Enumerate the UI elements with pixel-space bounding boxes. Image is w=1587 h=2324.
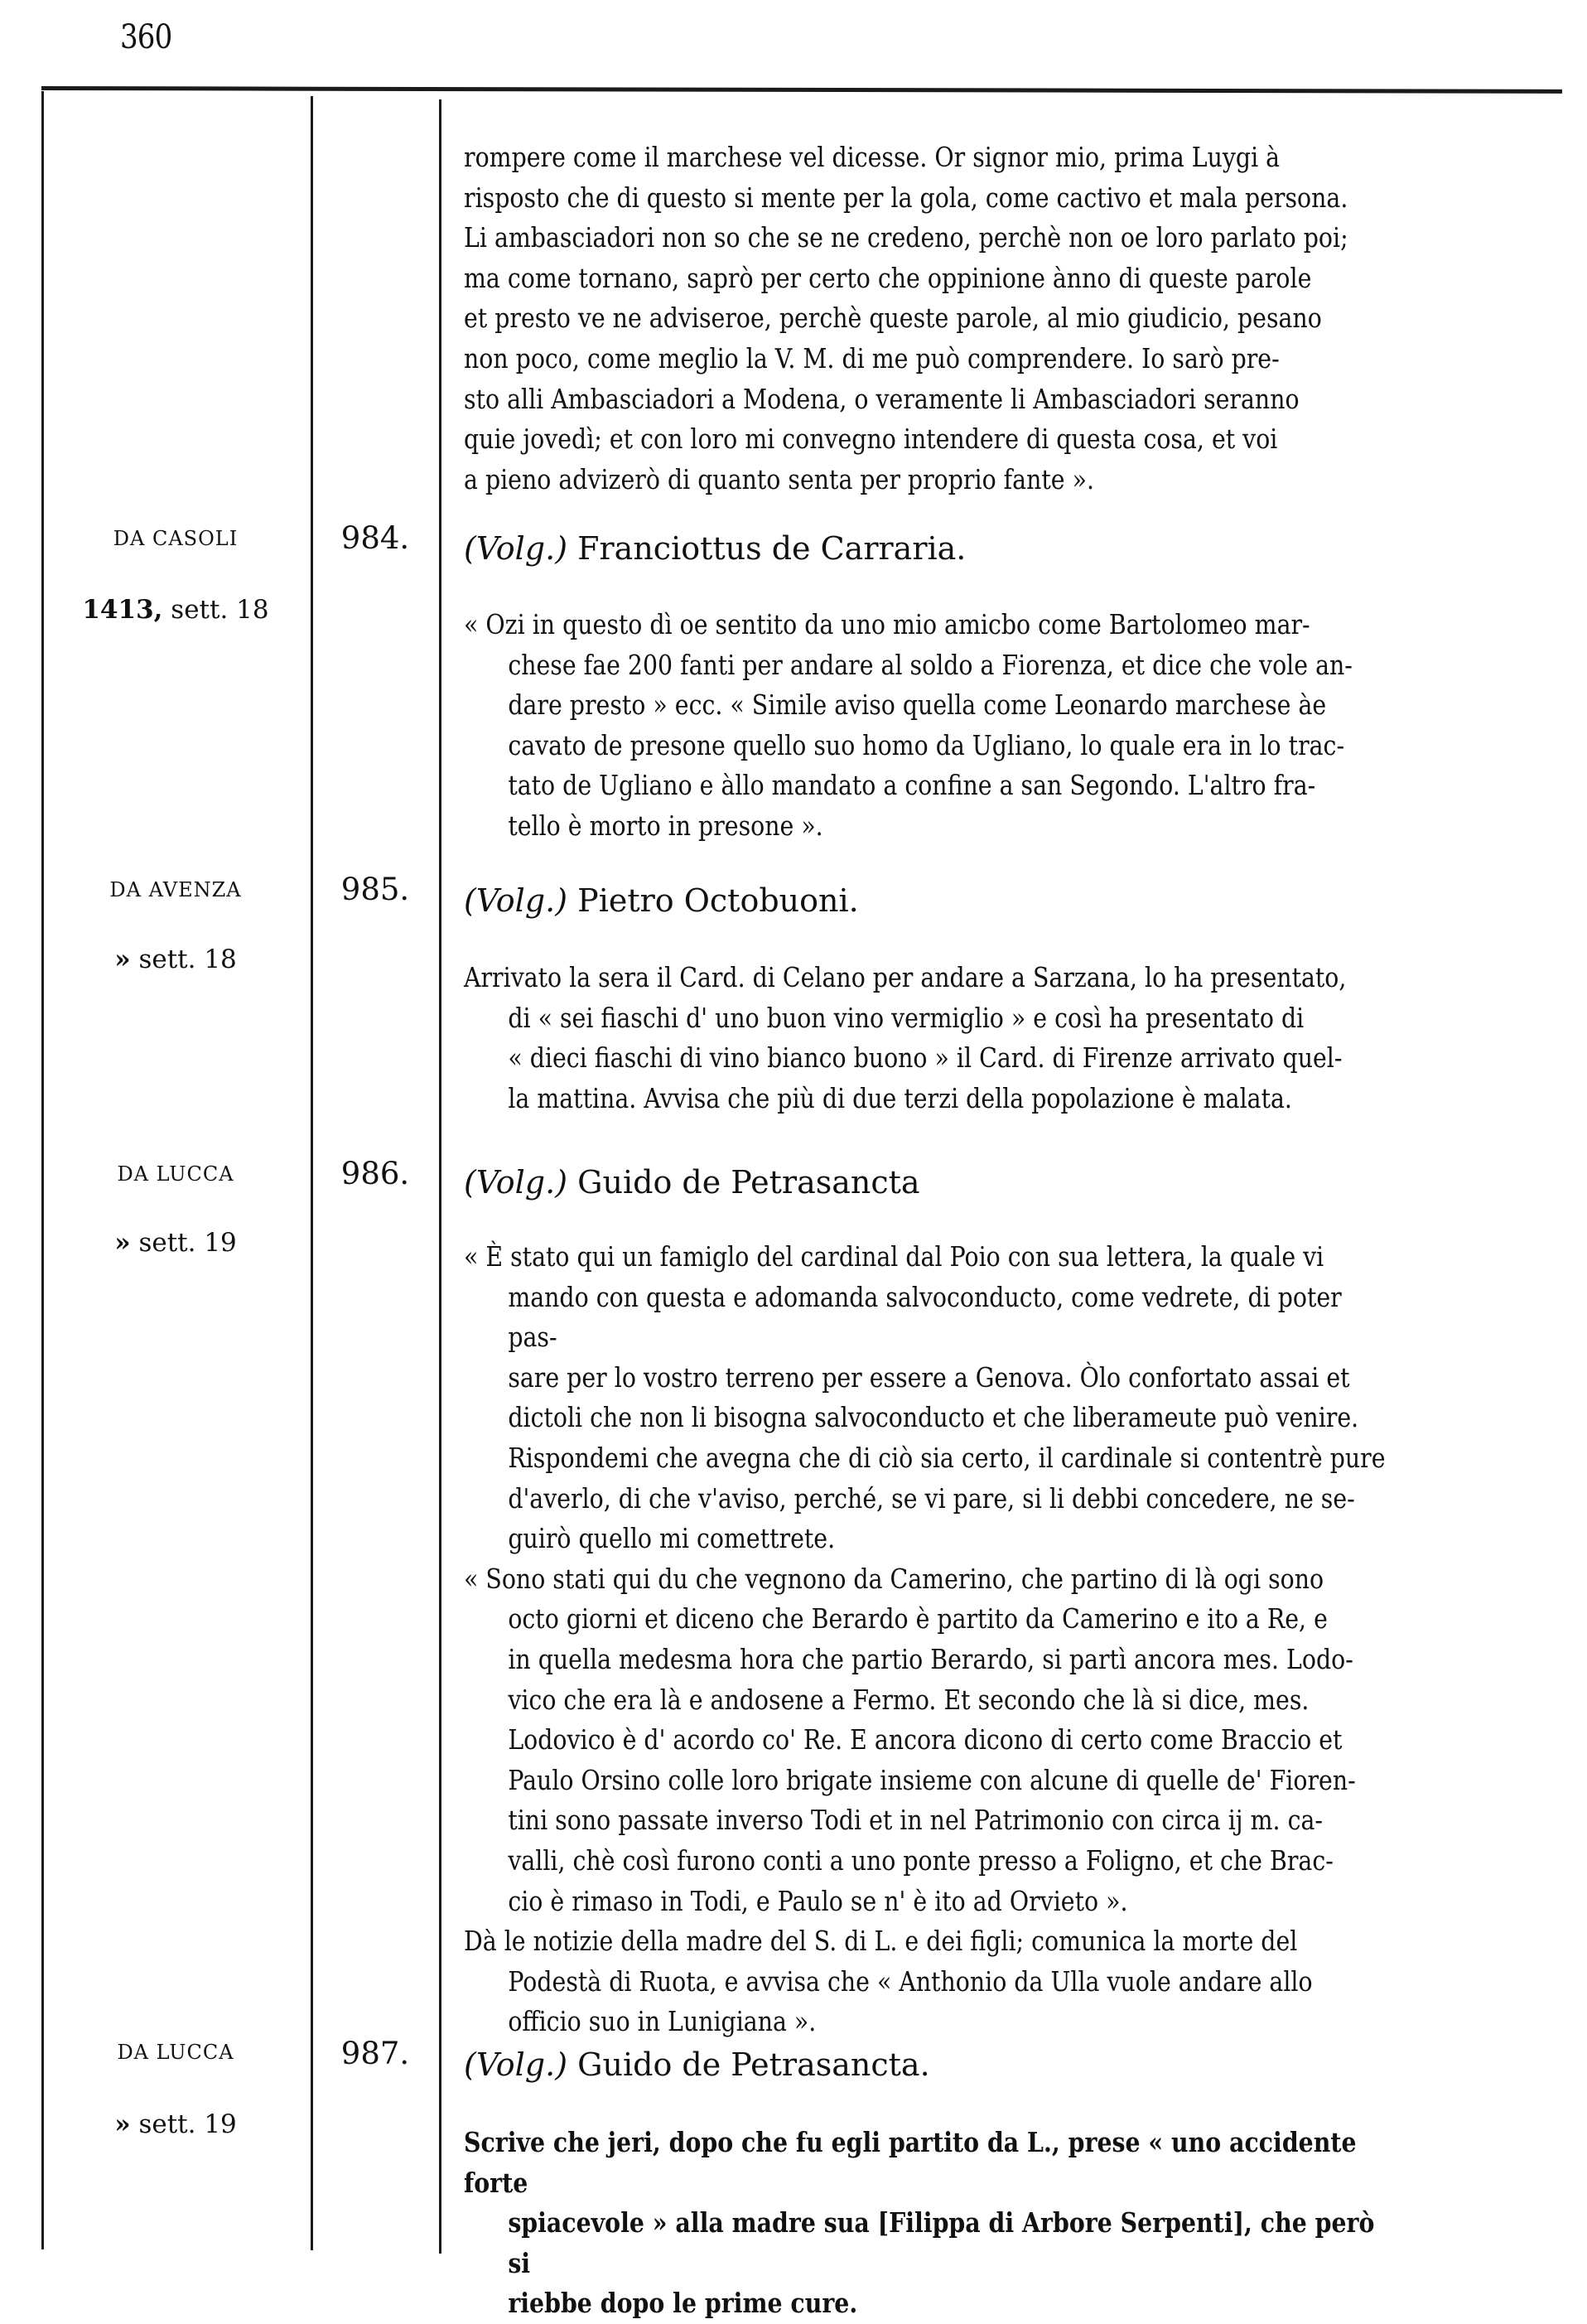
entry-987-body <box>464 2123 1397 2324</box>
author: Pietro Octobuoni. <box>577 882 859 919</box>
entry-984-number: 984. <box>340 520 410 556</box>
date-year: 1413, <box>82 595 163 625</box>
entry-987-heading <box>464 2046 930 2083</box>
entry-986-body <box>464 1237 1397 2042</box>
volg-prefix: (Volg.) <box>464 1164 568 1201</box>
line: « È stato qui un famiglo del cardinal dal Poio con sua lettera, la quale vi <box>464 1240 1324 1273</box>
date-rest: sett. 19 <box>138 2109 237 2139</box>
entry-984-place: DA CASOLI <box>113 527 239 550</box>
line: quie jovedì; et con loro mi convegno intendere di questa cosa, et voi <box>464 423 1278 456</box>
line: rompere come il marchese vel dicesse. Or signor mio, prima Luygi à <box>464 141 1281 173</box>
entry-986-number: 986. <box>340 1156 410 1191</box>
continuation-text <box>464 138 1397 500</box>
entry-986-heading <box>464 1164 920 1201</box>
column-divider-number-text <box>439 99 441 2254</box>
line: chese fae 200 fanti per andare al soldo a Fiorenza, et dice che vole an- <box>508 648 1353 681</box>
line: risposto che di questo si mente per la gola, come cactivo et mala persona. <box>464 181 1348 214</box>
line: Arrivato la sera il Card. di Celano per andare a Sarzana, lo ha presentato, <box>464 961 1347 993</box>
entry-984-heading <box>464 530 966 567</box>
line: d'averlo, di che v'aviso, perché, se vi pare, si li debbi concedere, ne se- <box>508 1481 1355 1515</box>
entry-986-place: DA LUCCA <box>117 1162 234 1186</box>
entry-987-date <box>43 2109 308 2139</box>
line: Dà le notizie della madre del S. di L. e dei figli; comunica la morte del <box>464 1925 1298 1958</box>
line: tini sono passate inverso Todi et in nel Patrimonio con circa ij m. ca- <box>508 1804 1323 1837</box>
line: sare per lo vostro terreno per essere a Genova. Òlo confortato assai et <box>508 1360 1350 1394</box>
line: riebbe dopo le prime cure. <box>508 2287 858 2320</box>
line: « Sono stati qui du che vegnono da Camerino, che partino di là ogi sono <box>464 1562 1324 1595</box>
line: sto alli Ambasciadori a Modena, o veramente li Ambasciadori seranno <box>464 382 1300 415</box>
entry-985-place: DA AVENZA <box>109 878 242 901</box>
line: tello è morto in presone ». <box>508 809 823 842</box>
line: mando con questa e adomanda salvoconducto, come vedrete, di poter pas- <box>508 1280 1342 1354</box>
line: octo giorni et diceno che Berardo è partito da Camerino e ito a Re, e <box>508 1602 1328 1635</box>
line: ma come tornano, saprò per certo che oppinione ànno di queste parole <box>464 261 1312 294</box>
date-rest: sett. 18 <box>138 945 237 974</box>
entry-984-date <box>43 595 308 625</box>
date-ditto: » <box>114 1228 131 1258</box>
line: Paulo Orsino colle loro brigate insieme con alcune di quelle de' Fioren- <box>508 1763 1356 1796</box>
line: et presto ve ne adviseroe, perchè queste parole, al mio giudicio, pesano <box>464 302 1322 335</box>
entry-985-date <box>43 945 308 974</box>
line: Rispondemi che avegna che di ciò sia certo, il cardinale si contentrè pure <box>508 1441 1386 1474</box>
line: Li ambasciadori non so che se ne credeno, perchè non oe loro parlato poi; <box>464 221 1348 254</box>
date-rest: sett. 18 <box>171 595 269 625</box>
line: tato de Ugliano e àllo mandato a confine a san Segondo. L'altro fra- <box>508 769 1316 802</box>
line: dare presto » ecc. « Simile aviso quella come Leonardo marchese àe <box>508 689 1327 722</box>
entry-985-heading <box>464 882 859 919</box>
line: dictoli che non li bisogna salvoconducto et che liberameute può venire. <box>508 1401 1359 1434</box>
date-ditto: » <box>114 945 131 974</box>
line: cio è rimaso in Todi, e Paulo se n' è ito ad Orvieto ». <box>508 1884 1128 1917</box>
line: spiacevole » alla madre sua [Filippa di Arbore Serpenti], che però si <box>508 2206 1375 2279</box>
line: non poco, come meglio la V. M. di me può comprendere. Io sarò pre- <box>464 341 1280 374</box>
date-ditto: » <box>114 2109 131 2139</box>
entry-985-number: 985. <box>340 872 410 907</box>
line: a pieno advizerò di quanto senta per proprio fante ». <box>464 462 1094 495</box>
line: in quella medesma hora che partio Berardo, si partì ancora mes. Lodo- <box>508 1642 1353 1675</box>
author: Franciottus de Carraria. <box>577 530 967 567</box>
line: officio suo in Lunigiana ». <box>508 2005 817 2038</box>
line: di « sei fiaschi d' uno buon vino vermiglio » e così ha presentato di <box>508 1001 1305 1034</box>
line: « Ozi in questo dì oe sentito da uno mio amicbo come Bartolomeo mar- <box>464 608 1310 640</box>
date-rest: sett. 19 <box>138 1228 237 1258</box>
line: Scrive che jeri, dopo che fu egli partito da L., prese « uno accidente forte <box>464 2126 1357 2199</box>
line: la mattina. Avvisa che più di due terzi della popolazione è malata. <box>508 1081 1292 1114</box>
entry-986-date <box>43 1228 308 1258</box>
entry-987-number: 987. <box>340 2036 410 2071</box>
author: Guido de Petrasancta. <box>577 2046 930 2083</box>
line: cavato de presone quello suo homo da Ugliano, lo quale era in lo trac- <box>508 728 1345 761</box>
line: vico che era là e andosene a Fermo. Et secondo che là si dice, mes. <box>508 1683 1310 1716</box>
entry-984-body <box>464 605 1397 847</box>
header-rule <box>41 86 1562 94</box>
volg-prefix: (Volg.) <box>464 2046 568 2083</box>
line: « dieci fiaschi di vino bianco buono » il Card. di Firenze arrivato quel- <box>508 1041 1343 1075</box>
line: guirò quello mi comettrete. <box>508 1522 836 1555</box>
page-number: 360 <box>120 18 172 56</box>
author: Guido de Petrasancta <box>577 1164 920 1201</box>
line: Podestà di Ruota, e avvisa che « Anthonio da Ulla vuole andare allo <box>508 1964 1313 1998</box>
entry-987-place: DA LUCCA <box>117 2041 234 2064</box>
entry-985-body <box>464 958 1397 1119</box>
volg-prefix: (Volg.) <box>464 882 568 919</box>
line: Lodovico è d' acordo co' Re. E ancora dicono di certo come Braccio et <box>508 1723 1343 1756</box>
line: valli, chè così furono conti a uno ponte presso a Foligno, et che Brac- <box>508 1843 1334 1877</box>
volg-prefix: (Volg.) <box>464 530 568 567</box>
